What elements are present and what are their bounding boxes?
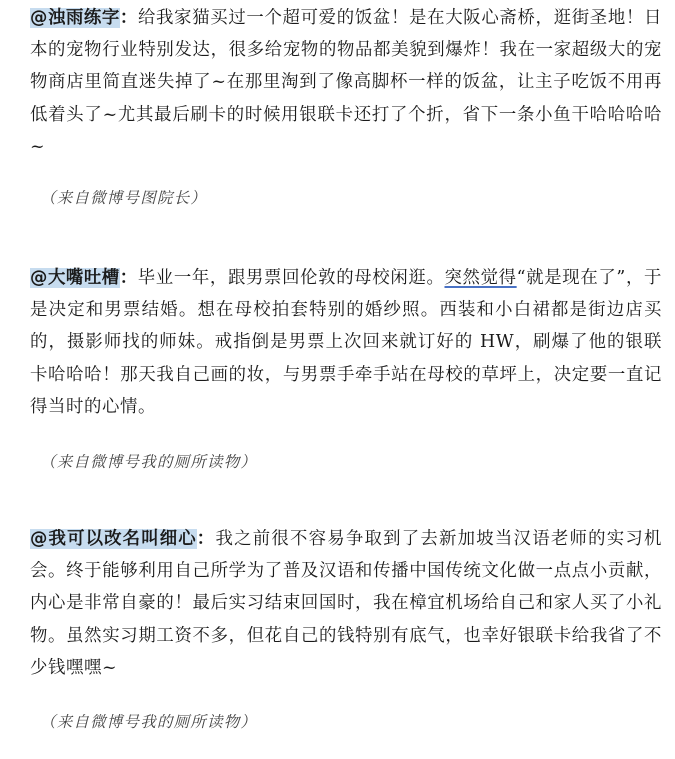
post-source: （来自微博号我的厕所读物） <box>40 453 258 471</box>
post-source: （来自微博号我的厕所读物） <box>40 713 258 731</box>
underlined-phrase: 突然觉得 <box>444 268 517 288</box>
post-text: 我之前很不容易争取到了去新加坡当汉语老师的实习机会。终于能够利用自己所学为了普及汉语和传播中国传统文化做一点点小贡献，内心是非常自豪的！最后实习结束回国时，我在樟宜机场给自己和家人买了小礼物。虽然实习期工资不多，但花自己的钱特别有底气，也幸好银联卡给我省了不少钱嘿嘿~ <box>30 529 662 678</box>
post-text-continued: “就是现在了”，于是决定和男票结婚。想在母校拍套特别的婚纱照。西装和小白裙都是街边店买的，摄影师找的师妹。戒指倒是男票上次回来就订好的 HW，刷爆了他的银联卡哈哈哈！那天我自己画的妆，与男票手牵手站在母校的草坪上，决定要一直记得当时的心情。 <box>30 268 662 417</box>
handle-separator: ： <box>196 529 216 549</box>
weibo-post <box>30 2 662 207</box>
weibo-post <box>30 262 662 471</box>
post-text: 给我家猫买过一个超可爱的饭盆！是在大阪心斋桥，逛街圣地！日本的宠物行业特别发达，很多给宠物的物品都美貌到爆炸！我在一家超级大的宠物商店里简直迷失掉了~在那里淘到了像高脚杯一样的饭盆，让主子吃饭不用再低着头了~尤其最后刷卡的时候用银联卡还打了个折，省下一条小鱼干哈哈哈哈~ <box>30 8 662 157</box>
handle-separator: ： <box>119 268 138 288</box>
user-handle: @我可以改名叫细心 <box>30 529 197 549</box>
handle-separator: ： <box>119 8 138 28</box>
post-body <box>30 523 662 684</box>
post-body <box>30 262 662 423</box>
post-source: （来自微博号图院长） <box>40 189 208 207</box>
post-text: 毕业一年，跟男票回伦敦的母校闲逛。 <box>137 268 445 288</box>
user-handle: @大嘴吐槽 <box>30 268 120 288</box>
user-handle: @浊雨练字 <box>30 8 120 28</box>
post-body <box>30 2 662 163</box>
weibo-post <box>30 523 662 731</box>
